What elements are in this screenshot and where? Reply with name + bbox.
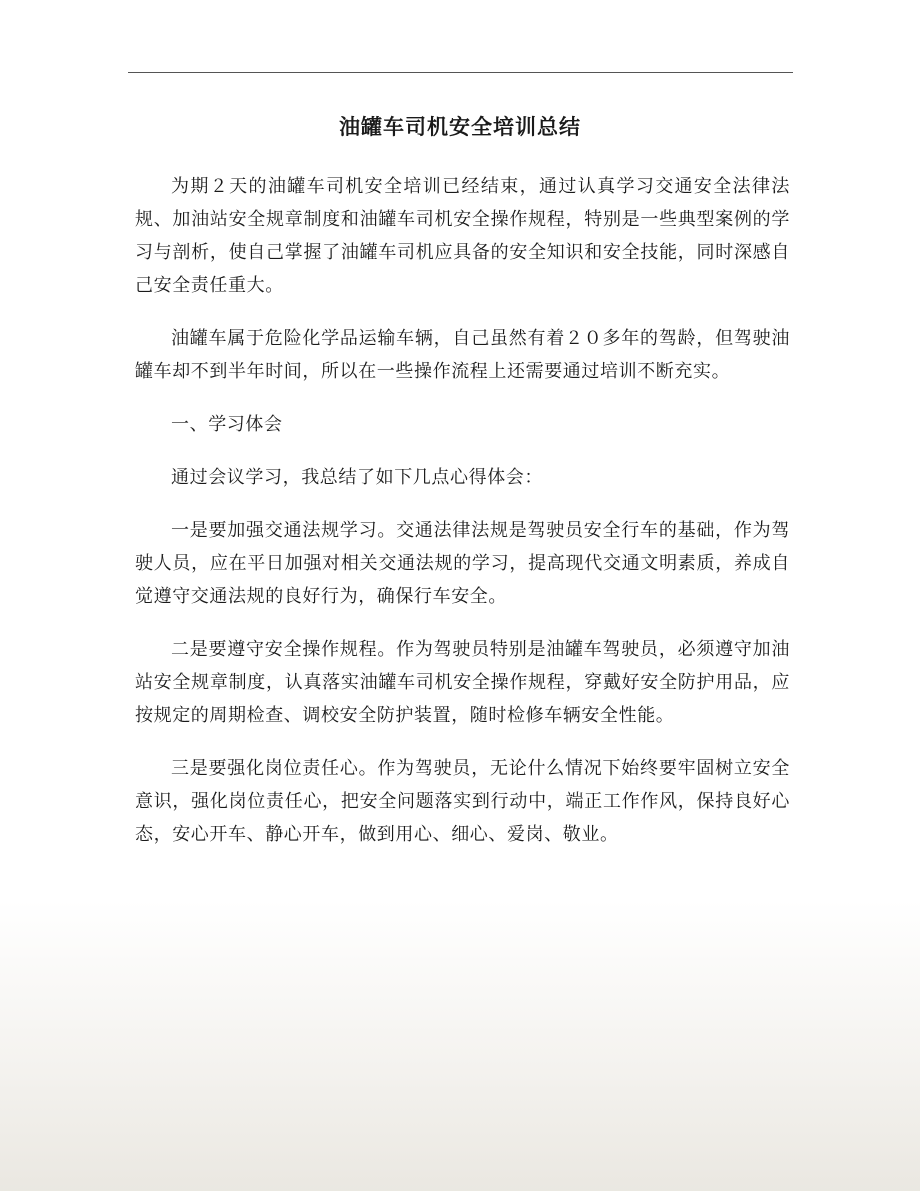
header-rule: [128, 72, 793, 73]
section-heading: 一、学习体会: [171, 414, 283, 435]
document-title: 油罐车司机安全培训总结: [339, 114, 581, 139]
paragraph-point-3: 三是要强化岗位责任心。作为驾驶员，无论什么情况下始终要牢固树立安全意识，强化岗位责任心，把安全问题落实到行动中，端正工作作风，保持良好心态，安心开车、静心开车，做到用心、细心、爱岗、敬业。: [135, 758, 790, 845]
paragraph-point-2: 二是要遵守安全操作规程。作为驾驶员特别是油罐车驾驶员，必须遵守加油站安全规章制度，认真落实油罐车司机安全操作规程，穿戴好安全防护用品，应按规定的周期检查、调校安全防护装置，随时检修车辆安全性能。: [135, 639, 790, 726]
paragraph-intro: 为期２天的油罐车司机安全培训已经结束，通过认真学习交通安全法律法规、加油站安全规章制度和油罐车司机安全操作规程，特别是一些典型案例的学习与剖析，使自己掌握了油罐车司机应具备的安全知识和安全技能，同时深感自己安全责任重大。: [135, 176, 790, 296]
paragraph-point-1: 一是要加强交通法规学习。交通法律法规是驾驶员安全行车的基础，作为驾驶人员，应在平日加强对相关交通法规的学习，提高现代交通文明素质，养成自觉遵守交通法规的良好行为，确保行车安全。: [135, 520, 790, 607]
document-body: [135, 170, 790, 871]
paragraph-background: 油罐车属于危险化学品运输车辆，自己虽然有着２０多年的驾龄，但驾驶油罐车却不到半年时间，所以在一些操作流程上还需要通过培训不断充实。: [135, 328, 790, 382]
paragraph-summary-lead: 通过会议学习，我总结了如下几点心得体会：: [171, 467, 543, 488]
